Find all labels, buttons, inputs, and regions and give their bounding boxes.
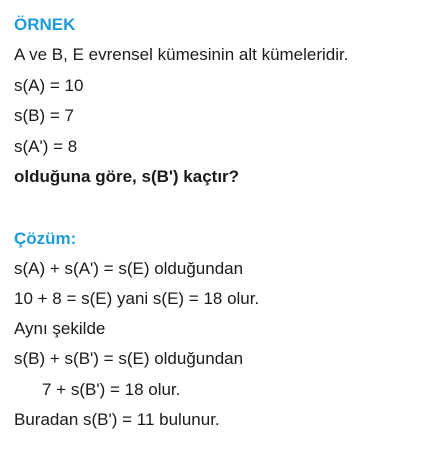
- solution-line-6: Buradan s(B') = 11 bulunur.: [14, 410, 220, 429]
- given-sa-complement: s(A') = 8: [14, 137, 78, 156]
- solution-title: Çözüm:: [14, 229, 77, 248]
- example-statement: A ve B, E evrensel kümesinin alt kümeleridir.: [14, 45, 349, 64]
- solution-line-5: 7 + s(B') = 18 olur.: [42, 380, 181, 399]
- solution-line-1: s(A) + s(A') = s(E) olduğundan: [14, 259, 244, 278]
- solution-line-3: Aynı şekilde: [14, 319, 106, 338]
- example-question: olduğuna göre, s(B') kaçtır?: [14, 167, 240, 186]
- given-sa: s(A) = 10: [14, 76, 84, 95]
- given-sb: s(B) = 7: [14, 106, 74, 125]
- solution-line-4: s(B) + s(B') = s(E) olduğundan: [14, 349, 244, 368]
- example-title: ÖRNEK: [14, 15, 76, 34]
- solution-line-2: 10 + 8 = s(E) yani s(E) = 18 olur.: [14, 289, 260, 308]
